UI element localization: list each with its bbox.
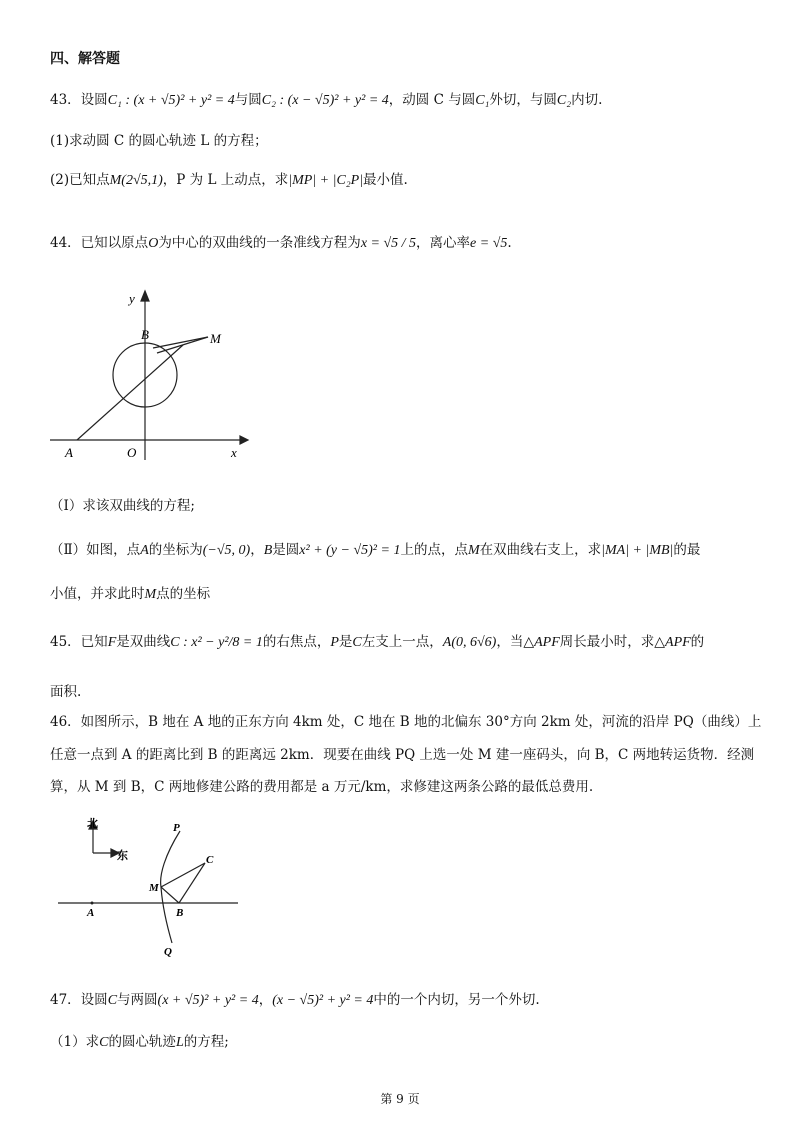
q46-line3: 算，从 M 到 B，C 两地修建公路的费用都是 a 万元/km，求修建这两条公路的最低总费用. [50, 779, 594, 795]
q45-hyperbola: C : x² − y²/8 = 1 [170, 635, 263, 650]
q45-statement: 45．已知F是双曲线C : x² − y²/8 = 1的右焦点，P是C左支上一点，A(0, 6√6)，当△APF周长最小时，求△APF的 [50, 634, 705, 650]
q44-part1: （Ⅰ）求该双曲线的方程; [50, 498, 195, 514]
q45-line2: 面积. [50, 684, 82, 700]
label-north: 北 [87, 818, 98, 830]
label-east: 东 [117, 850, 128, 862]
segment-bc [179, 863, 205, 903]
label-y: y [129, 291, 135, 306]
point-a [91, 902, 94, 905]
segment-bm-lower [157, 337, 208, 353]
q47-part1: （1）求C的圆心轨迹L的方程; [50, 1034, 229, 1050]
label-p: P [173, 822, 180, 834]
label-b: B [141, 327, 149, 342]
q46-line1: 46．如图所示，B 地在 A 地的正东方向 4km 处，C 地在 B 地的北偏东 30°方向 2km 处，河流的沿岸 PQ（曲线）上 [50, 714, 762, 730]
label-m: M [210, 331, 221, 346]
q43-statement: 43．设圆C₁ : (x + √5)² + y² = 4与圆C₂ : (x − √5)² + y² = 4，动圆 C 与圆C₁外切，与圆C₂内切. [50, 92, 603, 108]
page-number: 第 9 页 [380, 1092, 420, 1106]
q43-part1: (1)求动圆 C 的圆心轨迹 L 的方程； [50, 133, 268, 149]
segment-bm-upper [153, 337, 208, 348]
label-a: A [87, 907, 95, 919]
label-o: O [127, 445, 137, 460]
q43-circle-c2: C₂ : (x − √5)² + y² = 4 [261, 93, 389, 108]
section-title: 四、解答题 [50, 51, 120, 67]
q44-figure [45, 285, 260, 465]
q43-circle-c1: C₁ : (x + √5)² + y² = 4 [107, 93, 235, 108]
river-curve-pq [161, 831, 180, 943]
label-a: A [65, 445, 73, 460]
segment-mb [161, 887, 179, 903]
segment-am [77, 345, 183, 440]
segment-mc [161, 863, 205, 887]
q46-figure [55, 815, 245, 960]
q44-part2: （Ⅱ）如图，点A的坐标为(−√5, 0)，B是圆x² + (y − √5)² = 1上的点，点M在双曲线右支上，求|MA| + |MB|的最 [50, 542, 701, 558]
q44-part2-line2: 小值，并求此时M点的坐标 [50, 586, 211, 602]
x-axis-arrow [240, 436, 248, 444]
label-q: Q [164, 946, 172, 958]
label-x: x [231, 445, 237, 460]
q46-line2: 任意一点到 A 的距离比到 B 的距离远 2km．现要在曲线 PQ 上选一处 M 建一座码头，向 B，C 两地转运货物．经测 [50, 747, 755, 763]
label-b: B [176, 907, 184, 919]
label-c: C [206, 854, 214, 866]
q43-part2: (2)已知点M(2√5,1)，P 为 L 上动点，求|MP| + |C₂P|最小值. [50, 172, 408, 188]
q44-statement: 44．已知以原点O为中心的双曲线的一条准线方程为x = √5 / 5，离心率e = √5. [50, 235, 512, 251]
label-m: M [149, 882, 159, 894]
q47-statement: 47．设圆C与两圆(x + √5)² + y² = 4，(x − √5)² + y² = 4中的一个内切，另一个外切. [50, 992, 540, 1008]
y-axis-arrow [141, 291, 149, 301]
q44-directrix: x = √5 / 5 [360, 236, 417, 251]
